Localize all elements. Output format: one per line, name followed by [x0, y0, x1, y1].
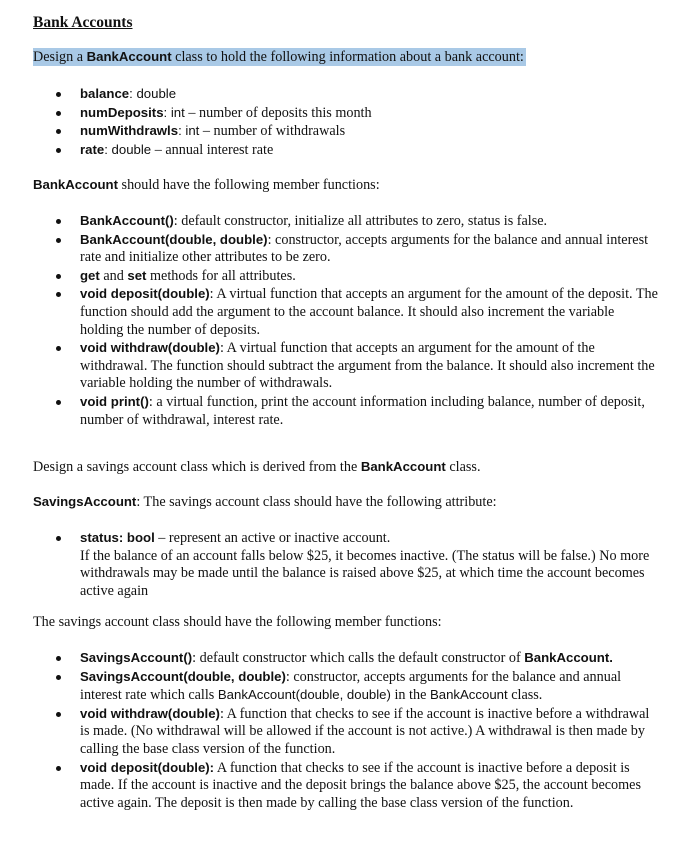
intro-highlight — [33, 48, 526, 66]
bullet-icon — [56, 92, 61, 97]
list-item: void deposit(double): A virtual function that accepts an argument for the amount of the deposit. The function should add the argument to the account balance. It should also increment the variable holding the number of deposits. — [33, 285, 661, 339]
list-item: numWithdrawls: int – number of withdrawals — [33, 122, 661, 141]
bullet-icon — [56, 111, 61, 116]
savings-function-list — [33, 649, 661, 812]
bullet-icon — [56, 274, 61, 279]
intro-suffix: class to hold the following information about a bank account: — [171, 49, 524, 65]
bullet-icon — [56, 129, 61, 134]
savings-attribute-intro: SavingsAccount: The savings account class should have the following attribute: — [33, 494, 497, 510]
intro-prefix: Design a — [33, 49, 87, 65]
bullet-icon — [56, 536, 61, 541]
bullet-icon — [56, 292, 61, 297]
bullet-icon — [56, 675, 61, 680]
intro-paragraph — [33, 48, 526, 66]
bullet-icon — [56, 656, 61, 661]
list-item: numDeposits: int – number of deposits this month — [33, 104, 661, 123]
intro-class-name: BankAccount — [86, 49, 172, 64]
bullet-icon — [56, 238, 61, 243]
list-item: BankAccount(double, double): constructor, accepts arguments for the balance and annual interest rate and initialize other attributes to be zero. — [33, 231, 661, 267]
list-item: get and set methods for all attributes. — [33, 267, 661, 286]
bullet-icon — [56, 148, 61, 153]
attribute-list — [33, 85, 661, 159]
bullet-icon — [56, 219, 61, 224]
list-item: status: bool – represent an active or inactive account. If the balance of an account falls below $25, it becomes inactive. (The status will be false.) No more withdrawals may be made until the balance is raised above $25, at which time the account becomes active again — [33, 529, 661, 600]
list-item: rate: double – annual interest rate — [33, 141, 661, 160]
list-item: BankAccount(): default constructor, initialize all attributes to zero, status is false. — [33, 212, 661, 231]
bullet-icon — [56, 712, 61, 717]
member-intro-paragraph: BankAccount should have the following member functions: — [33, 177, 380, 193]
page-title: Bank Accounts — [33, 14, 133, 31]
list-item: void deposit(double): A function that checks to see if the account is inactive before a deposit is made. If the account is inactive and the deposit brings the balance above $25, the account becomes active again. The deposit is then made by calling the base class version of the function. — [33, 759, 661, 813]
savings-member-intro: The savings account class should have the following member functions: — [33, 614, 442, 630]
list-item: SavingsAccount(double, double): constructor, accepts arguments for the balance and annual interest rate which calls BankAccount(double, double) in the BankAccount class. — [33, 668, 661, 705]
list-item: SavingsAccount(): default constructor which calls the default constructor of BankAccount. — [33, 649, 661, 668]
list-item: void withdraw(double): A virtual function that accepts an argument for the amount of the withdrawal. The function should subtract the argument from the balance. It should also increment the variable holding the number of withdrawals. — [33, 339, 661, 393]
list-item: void print(): a virtual function, print the account information including balance, number of deposit, number of withdrawal, interest rate. — [33, 393, 661, 429]
savings-intro-paragraph: Design a savings account class which is derived from the BankAccount class. — [33, 459, 481, 475]
list-item: void withdraw(double): A function that checks to see if the account is inactive before a withdrawal is made. (No withdrawal will be allowed if the account is not active.) A withdrawal is then made by calling the base class version of the function. — [33, 705, 661, 759]
bullet-icon — [56, 400, 61, 405]
bullet-icon — [56, 346, 61, 351]
list-item: balance: double — [33, 85, 661, 104]
member-function-list — [33, 212, 661, 429]
bullet-icon — [56, 766, 61, 771]
savings-attribute-list — [33, 529, 661, 600]
